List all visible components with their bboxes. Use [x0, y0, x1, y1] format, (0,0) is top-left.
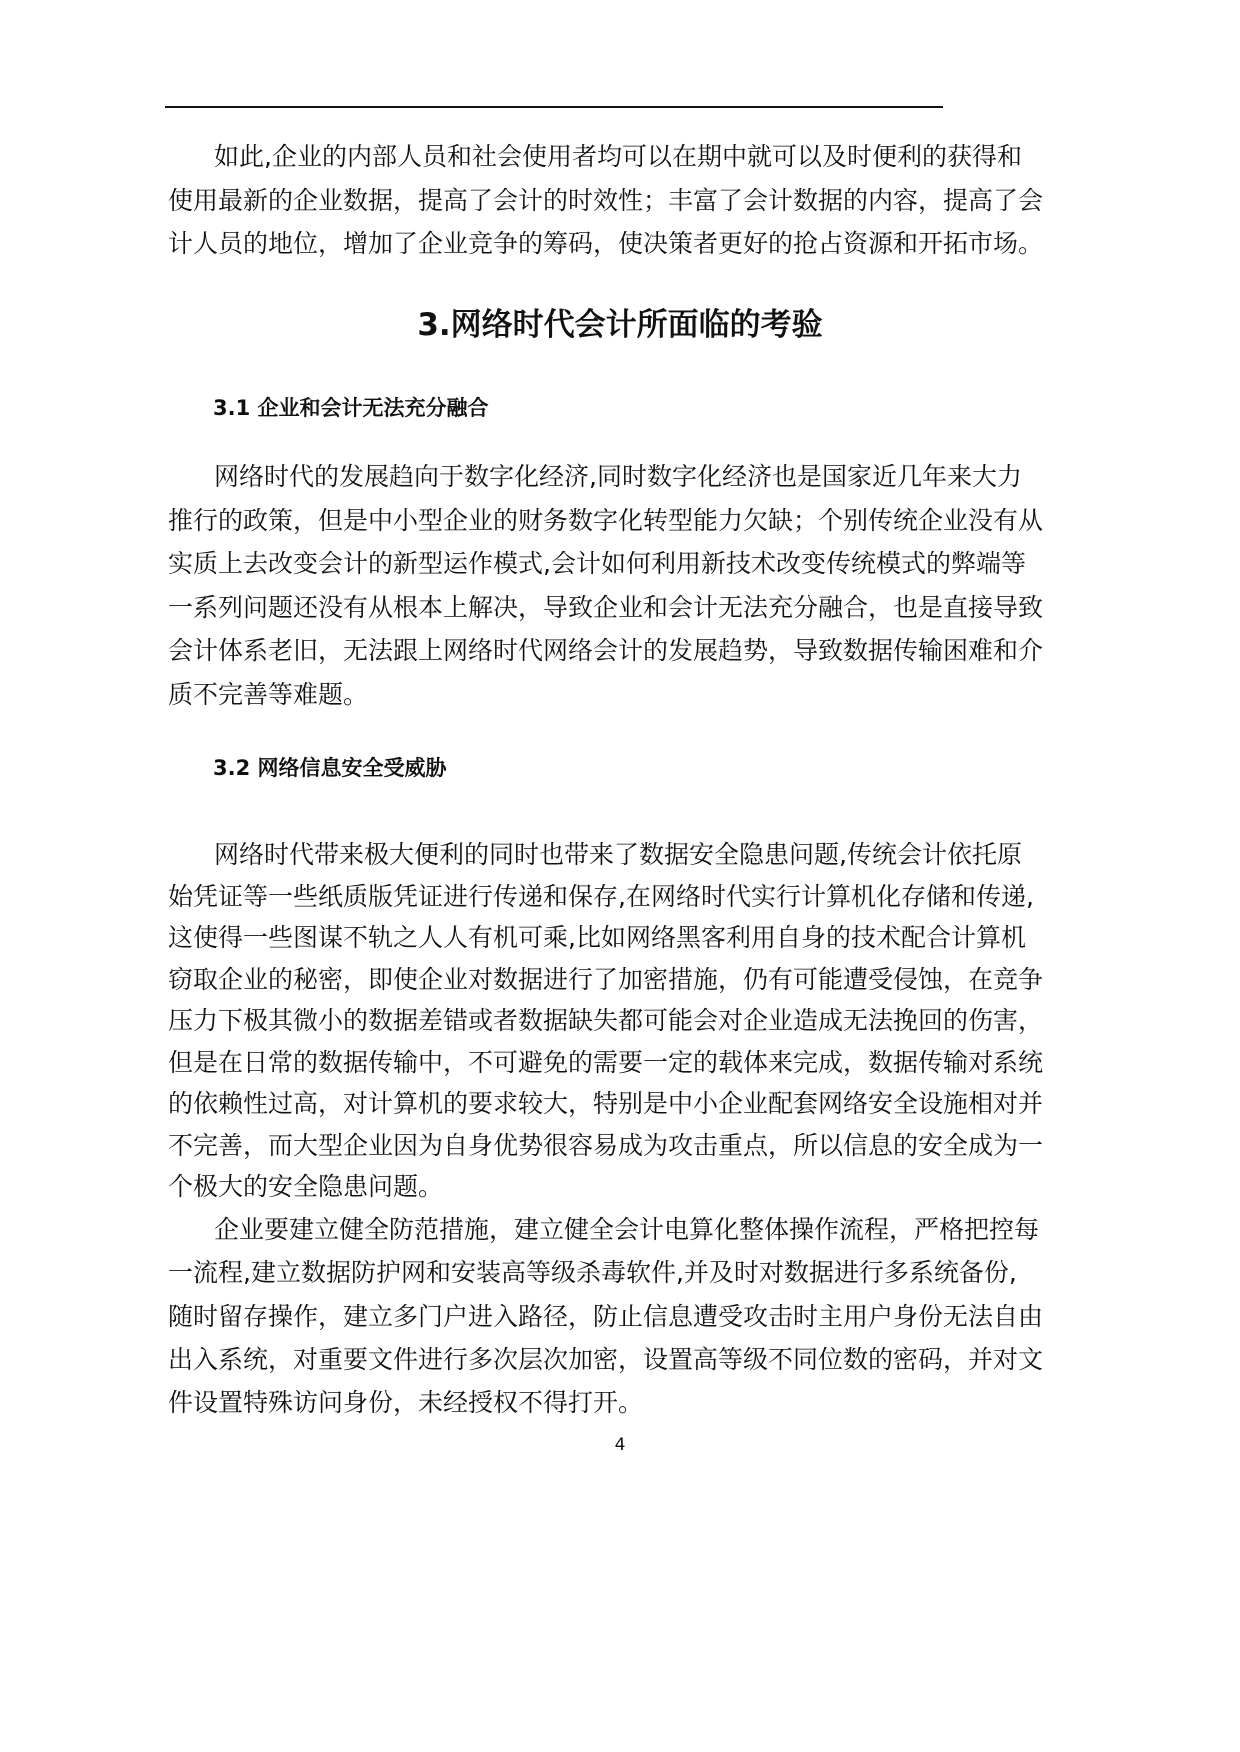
text-line: 压力下极其微小的数据差错或者数据缺失都可能会对企业造成无法挽回的伤害，: [168, 1006, 1044, 1035]
page-number: 4: [614, 1435, 626, 1455]
paragraph-3: [168, 834, 1044, 1208]
text-line: 企业要建立健全防范措施，建立健全会计电算化整体操作流程，严格把控每: [214, 1215, 1040, 1244]
text-line: 推行的政策，但是中小型企业的财务数字化转型能力欠缺；个别传统企业没有从: [168, 505, 1044, 535]
header-rule: [165, 106, 943, 108]
text-line: 计人员的地位，增加了企业竞争的筹码，使决策者更好的抢占资源和开拓市场。: [168, 229, 1044, 258]
text-line: 会计体系老旧，无法跟上网络时代网络会计的发展趋势，导致数据传输困难和介: [168, 636, 1044, 665]
text-line: 但是在日常的数据传输中，不可避免的需要一定的载体来完成，数据传输对系统: [168, 1047, 1044, 1077]
text-line: 的依赖性过高，对计算机的要求较大，特别是中小企业配套网络安全设施相对并: [168, 1089, 1044, 1118]
text-line: 一流程,建立数据防护网和安装高等级杀毒软件,并及时对数据进行多系统备份,: [168, 1258, 1017, 1288]
text-line: 这使得一些图谋不轨之人人有机可乘,比如网络黑客利用自身的技术配合计算机: [168, 923, 1026, 952]
text-line: 一系列问题还没有从根本上解决，导致企业和会计无法充分融合，也是直接导致: [168, 592, 1044, 622]
text-line: 不完善，而大型企业因为自身优势很容易成为攻击重点，所以信息的安全成为一: [168, 1130, 1044, 1160]
text-line: 窃取企业的秘密，即使企业对数据进行了加密措施，仍有可能遭受侵蚀，在竞争: [168, 964, 1044, 994]
paragraph-2: [168, 455, 1044, 716]
subsection-title-3-2: 3.2 网络信息安全受威胁: [213, 756, 447, 780]
subsection-title-3-1: 3.1 企业和会计无法充分融合: [213, 396, 489, 420]
section-title: 3.网络时代会计所面临的考验: [417, 307, 823, 343]
paragraph-1: [168, 135, 1044, 266]
text-line: 个极大的安全隐患问题。: [168, 1172, 444, 1201]
paragraph-4: [168, 1208, 1044, 1424]
text-line: 出入系统，对重要文件进行多次层次加密，设置高等级不同位数的密码，并对文: [168, 1344, 1044, 1374]
text-line: 随时留存操作，建立多门户进入路径，防止信息遭受攻击时主用户身份无法自由: [168, 1301, 1044, 1331]
text-line: 实质上去改变会计的新型运作模式,会计如何利用新技术改变传统模式的弊端等: [168, 549, 1026, 578]
text-line: 件设置特殊访问身份，未经授权不得打开。: [168, 1388, 644, 1418]
text-line: 网络时代带来极大便利的同时也带来了数据安全隐患问题,传统会计依托原: [214, 840, 1022, 869]
text-line: 网络时代的发展趋向于数字化经济,同时数字化经济也是国家近几年来大力: [214, 462, 1022, 491]
text-line: 始凭证等一些纸质版凭证进行传递和保存,在网络时代实行计算机化存储和传递,: [168, 881, 1034, 911]
text-line: 使用最新的企业数据，提高了会计的时效性；丰富了会计数据的内容，提高了会: [168, 185, 1044, 215]
text-line: 如此,企业的内部人员和社会使用者均可以在期中就可以及时便利的获得和: [214, 142, 1022, 171]
text-line: 质不完善等难题。: [168, 679, 369, 709]
